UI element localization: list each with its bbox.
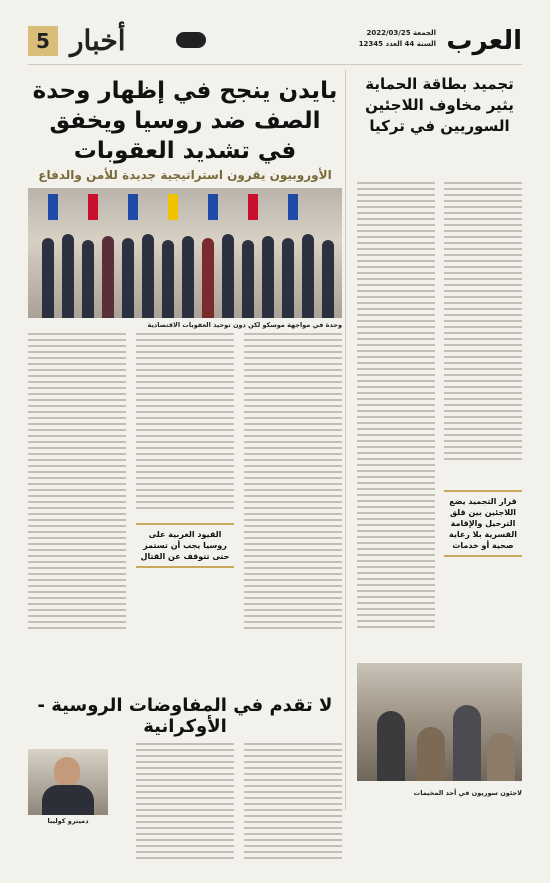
- issue-info: [359, 28, 436, 50]
- body-column-1: [244, 333, 342, 633]
- newspaper-logo: العرب: [446, 26, 522, 56]
- secondary-body: [28, 743, 342, 883]
- issue-date: الجمعة 2022/03/25: [366, 29, 436, 37]
- body-column-2: [136, 333, 234, 513]
- sidebar-story: [357, 70, 522, 811]
- column-divider: [345, 70, 346, 810]
- secondary-column-1: [244, 743, 342, 863]
- sidebar-headline: تجميد بطاقة الحماية يثير مخاوف اللاجئين السوريين في تركيا: [365, 75, 514, 135]
- refugee-photo: [357, 663, 522, 781]
- page-number-badge: 5: [28, 26, 58, 56]
- main-body-columns: [28, 333, 342, 693]
- main-story: [28, 70, 342, 883]
- body-column-3: [28, 333, 126, 633]
- minister-portrait: [28, 749, 108, 815]
- sidebar-text-column-right: [444, 182, 522, 464]
- sidebar-pull-quote: قرار التجميد يضع اللاجئين بين قلق الترحيل والإقامة القسرية بلا رعاية صحية أو خدمات: [444, 490, 522, 557]
- secondary-column-2: [136, 743, 234, 863]
- page-header: [28, 22, 522, 65]
- summit-photo-caption: وحدة في مواجهة موسكو لكن دون توحيد العقوبات الاقتصادية: [147, 321, 342, 329]
- main-subheadline: الأوروبيون يقرون استراتيجية جديدة للأمن والدفاع: [38, 168, 332, 182]
- section-title: أخبار: [70, 24, 126, 57]
- minister-portrait-label: دميترو كوليبا: [47, 817, 89, 825]
- issue-number: السنة 44 العدد 12345: [358, 40, 436, 48]
- secondary-headline: لا تقدم في المفاوضات الروسية - الأوكرانية: [37, 695, 333, 737]
- refugee-photo-caption: لاجئون سوريون في أحد المخيمات: [413, 789, 522, 797]
- summit-photo: [28, 188, 342, 318]
- section-ornament-icon: [176, 32, 206, 48]
- main-headline: بايدن ينجح في إظهار وحدة الصف ضد روسيا ويخفق في تشديد العقوبات: [32, 78, 338, 164]
- main-pull-quote: القيود الغربية على روسيا يجب أن تستمر حتى تتوقف عن القتال: [136, 523, 234, 568]
- sidebar-text-column-left: [357, 182, 435, 632]
